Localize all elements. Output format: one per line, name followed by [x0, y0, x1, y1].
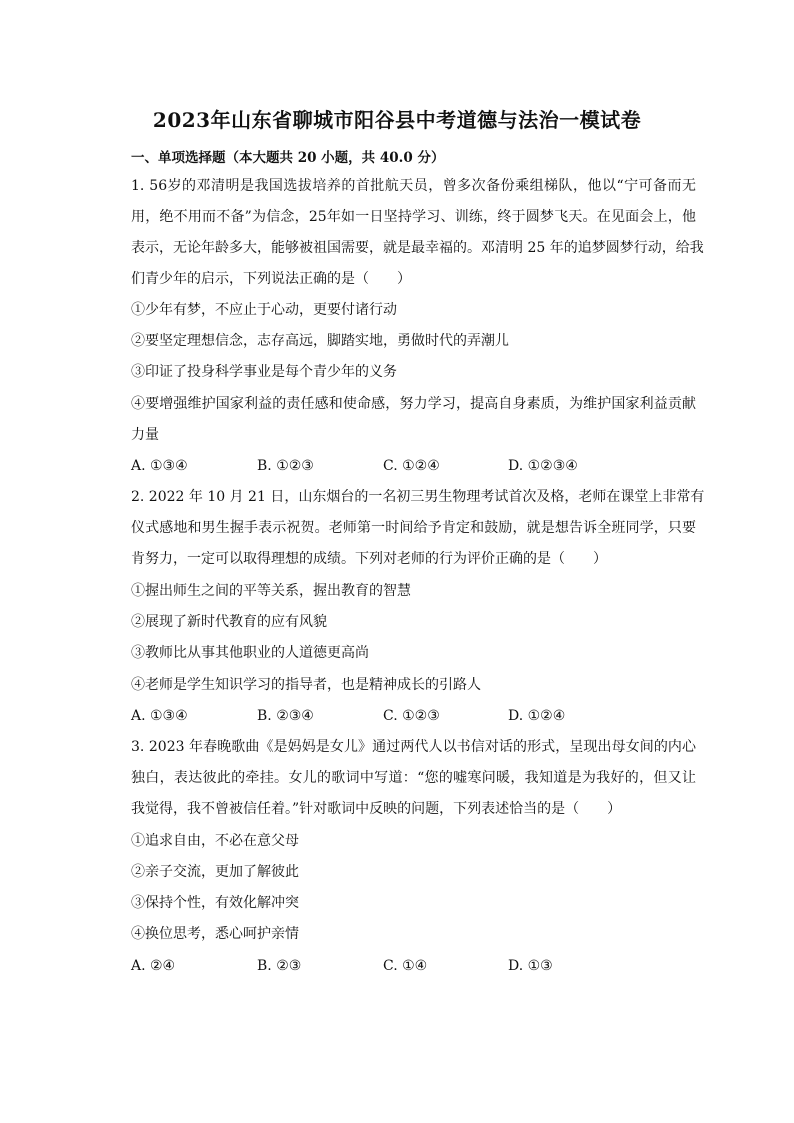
statement-item: ③保持个性，有效化解冲突: [131, 895, 299, 911]
question-stem-line: 表示，无论年龄多大，能够被祖国需要，就是最幸福的。邓清明 25 年的追梦圆梦行动，给我: [131, 240, 704, 256]
question-stem-line: 独白，表达彼此的牵挂。女儿的歌词中写道：“您的嘘寒问暖，我知道是为我好的，但又让: [131, 770, 696, 786]
option-a: A. ②④: [131, 958, 176, 974]
page-title: 2023年山东省聊城市阳谷县中考道德与法治一模试卷: [152, 108, 642, 132]
section-heading: 一、单项选择题（本大题共 20 小题，共 40.0 分）: [131, 150, 445, 166]
statement-item: ②亲子交流，更加了解彼此: [131, 864, 299, 880]
question-stem-line: 2. 2022 年 10 月 21 日，山东烟台的一名初三男生物理考试首次及格，老师在课堂上非常有: [131, 489, 705, 505]
option-c: C. ①②③: [383, 708, 440, 724]
statement-item: 力量: [131, 427, 159, 443]
statement-item: ④老师是学生知识学习的指导者，也是精神成长的引路人: [131, 677, 481, 693]
option-d: D. ①③: [508, 958, 553, 974]
option-d: D. ①②④: [508, 708, 566, 724]
question-stem-line: 我觉得，我不曾被信任着。”针对歌词中反映的问题，下列表述恰当的是（ ）: [131, 801, 622, 817]
question-stem-line: 1. 56岁的邓清明是我国选拔培养的首批航天员，曾多次备份乘组梯队，他以“宁可备而无: [131, 178, 696, 194]
statement-item: ④换位思考，悉心呵护亲情: [131, 926, 299, 942]
statement-item: ①少年有梦，不应止于心动，更要付诸行动: [131, 302, 397, 318]
statement-item: ③教师比从事其他职业的人道德更高尚: [131, 645, 369, 661]
statement-item: ③印证了投身科学事业是每个青少年的义务: [131, 364, 397, 380]
option-a: A. ①③④: [131, 708, 188, 724]
question-stem-line: 肯努力，一定可以取得理想的成绩。下列对老师的行为评价正确的是（ ）: [131, 551, 607, 567]
option-b: B. ②③④: [257, 708, 314, 724]
option-d: D. ①②③④: [508, 458, 578, 474]
option-b: B. ①②③: [257, 458, 314, 474]
option-c: C. ①④: [383, 958, 428, 974]
question-stem-line: 仪式感地和男生握手表示祝贺。老师第一时间给予肯定和鼓励，就是想告诉全班同学，只要: [131, 520, 696, 536]
question-stem-line: 用，绝不用而不备”为信念，25年如一日坚持学习、训练，终于圆梦飞天。在见面会上，他: [131, 209, 696, 225]
statement-item: ②展现了新时代教育的应有风貌: [131, 614, 327, 630]
option-b: B. ②③: [257, 958, 302, 974]
question-stem-line: 3. 2023 年春晚歌曲《是妈妈是女儿》通过两代人以书信对话的形式，呈现出母女间的内心: [131, 739, 696, 755]
statement-item: ④要增强维护国家利益的责任感和使命感，努力学习，提高自身素质，为维护国家利益贡献: [131, 396, 696, 412]
statement-item: ①追求自由，不必在意父母: [131, 833, 299, 849]
statement-item: ②要坚定理想信念，志存高远，脚踏实地，勇做时代的弄潮儿: [131, 333, 509, 349]
option-c: C. ①②④: [383, 458, 440, 474]
statement-item: ①握出师生之间的平等关系，握出教育的智慧: [131, 583, 411, 599]
option-a: A. ①③④: [131, 458, 188, 474]
question-stem-line: 们青少年的启示，下列说法正确的是（ ）: [131, 271, 411, 287]
